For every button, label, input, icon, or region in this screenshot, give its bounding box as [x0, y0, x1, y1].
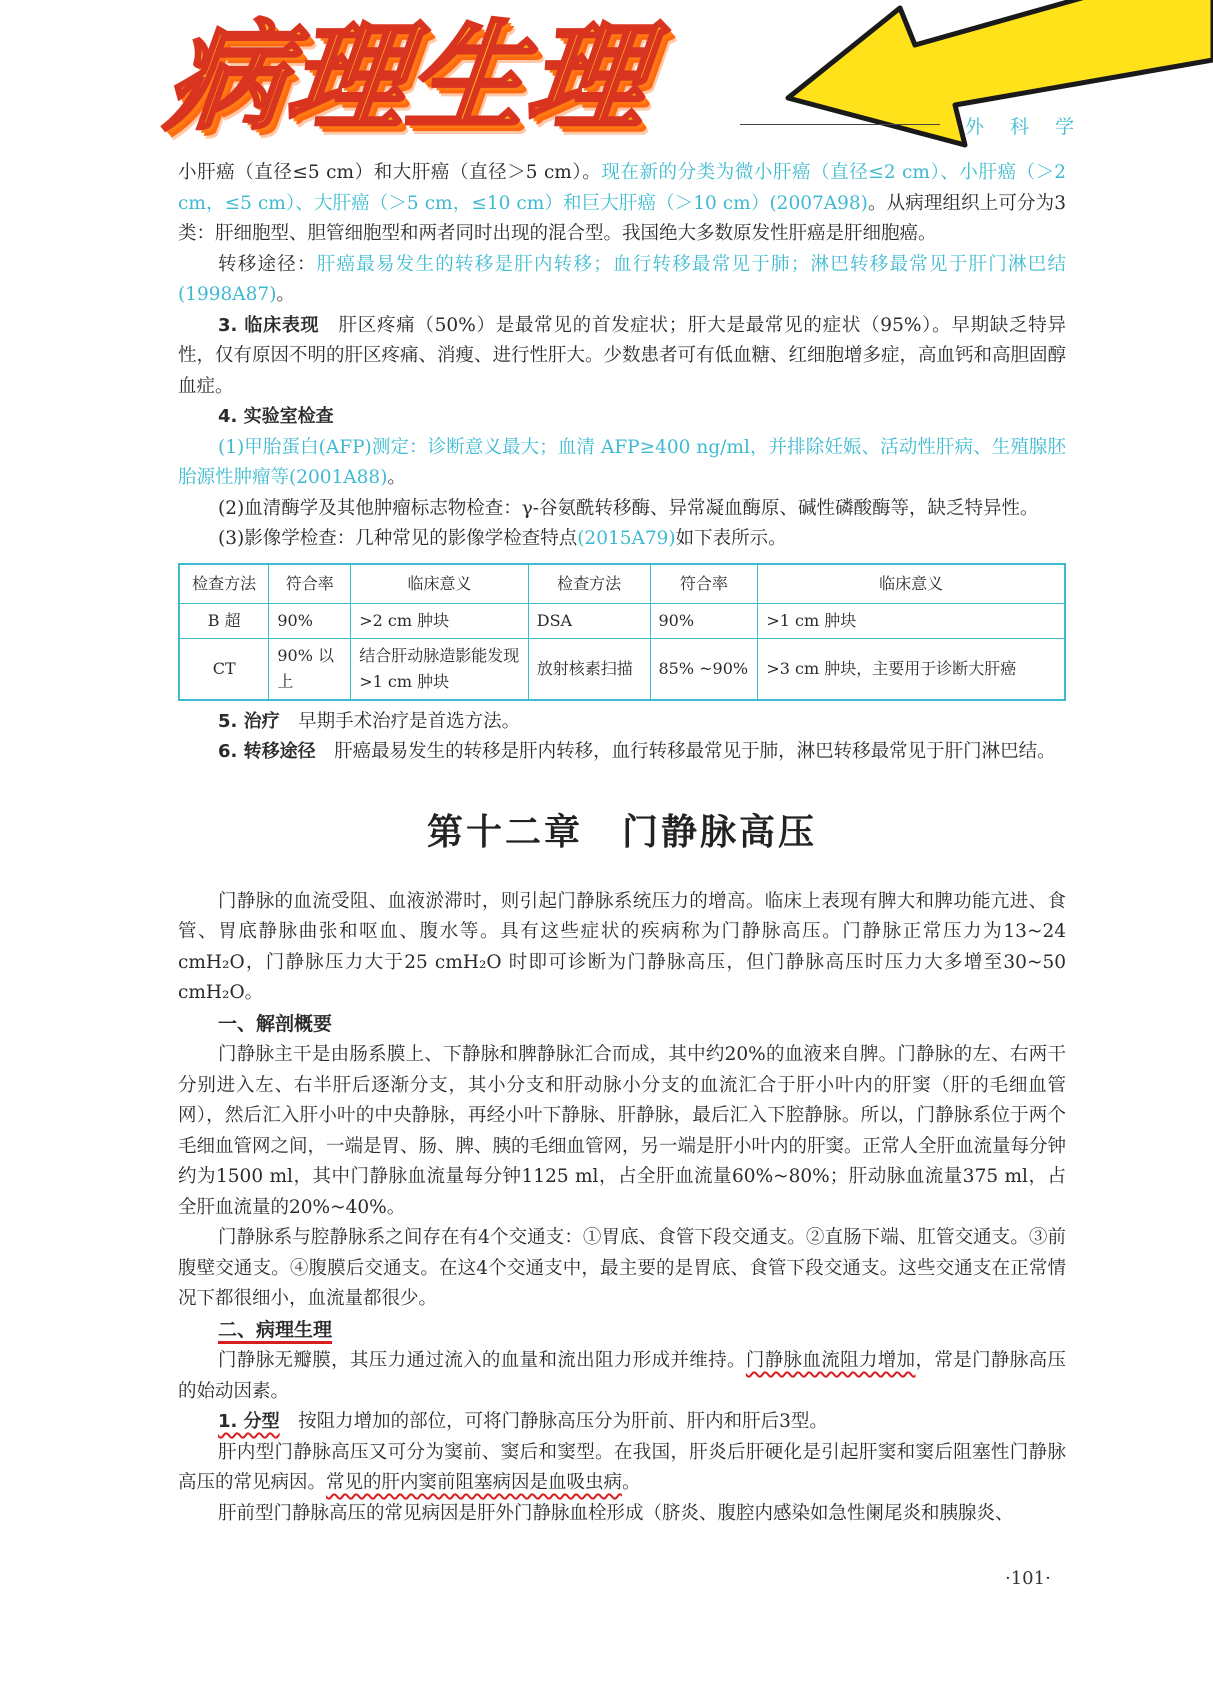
clinical-paragraph: 3. 临床表现 肝区疼痛（50%）是最常见的首发症状；肝大是最常见的症状（95%）。早期缺乏特异性，仅有原因不明的肝区疼痛、消瘦、进行性肝大。少数患者可有低血糖、红细胞增多症，高血钙和高胆固醇血症。: [178, 314, 1067, 397]
lab-heading: 4. 实验室检查: [218, 406, 334, 427]
type-heading: 1. 分型: [218, 1411, 280, 1432]
header-rule: [740, 124, 940, 125]
anatomy-paragraph-2: 门静脉系与腔静脉系之间存在有4个交通支：①胃底、食管下段交通支。②直肠下端、肛管交通支。③前腹壁交通支。④腹膜后交通支。在这4个交通支中，最主要的是胃底、食管下段交通支。这些交通支在正常情况下都很细小，血流量都很少。: [178, 1227, 1066, 1309]
lab-item-1: (1)甲胎蛋白(AFP)测定：诊断意义最大；血清 AFP≥400 ng/ml，并排除妊娠、活动性肝病、生殖腺胚胎源性肿瘤等(2001A88)。: [178, 436, 1066, 488]
pathophysiology-heading: 二、病理生理: [218, 1318, 333, 1341]
wavy-underline-mark: 门静脉血流阻力增加: [745, 1350, 916, 1371]
page-number: ·101·: [1005, 1568, 1051, 1589]
table-cell: >2 cm 肿块: [351, 603, 529, 638]
imaging-table: [178, 563, 1066, 701]
table-cell: B 超: [179, 603, 269, 638]
pathophysiology-paragraph-1: 门静脉无瓣膜，其压力通过流入的血量和流出阻力形成并维持。门静脉血流阻力增加，常是门静脉高压的始动因素。: [178, 1350, 1066, 1402]
table-cell: CT: [179, 638, 269, 700]
prehepatic-paragraph: 肝前型门静脉高压的常见病因是肝外门静脉血栓形成（脐炎、腹腔内感染如急性阑尾炎和胰腺炎、: [218, 1502, 1014, 1524]
anatomy-paragraph-1: 门静脉主干是由肠系膜上、下静脉和脾静脉汇合而成，其中约20%的血液来自脾。门静脉的左、右两干分别进入左、右半肝后逐渐分支，其小分支和肝动脉小分支的血流汇合于肝小叶内的肝窦（肝的毛细血管网），然后汇入肝小叶的中央静脉，再经小叶下静脉、肝静脉，最后汇入下腔静脉。所以，门静脉系位于两个毛细血管网之间，一端是胃、肠、脾、胰的毛细血管网，另一端是肝小叶内的肝窦。正常人全肝血流量每分钟约为1500 ml，其中门静脉血流量每分钟1125 ml，占全肝血流量60%~80%；肝动脉血流量375 ml，占全肝血流量的20%~40%。: [178, 1044, 1067, 1218]
table-cell: 90%: [650, 603, 758, 638]
header-subject: 外 科 学: [965, 116, 1085, 138]
page-content: [178, 158, 1066, 1529]
table-header-cell: 临床意义: [758, 564, 1065, 604]
table-cell: 90%: [269, 603, 351, 638]
table-cell: 放射核素扫描: [528, 638, 650, 700]
table-cell: >1 cm 肿块: [758, 603, 1065, 638]
table-header-cell: 检查方法: [179, 564, 269, 604]
intro-paragraph: 小肝癌（直径≤5 cm）和大肝癌（直径＞5 cm）。现在新的分类为微小肝癌（直径≤2 cm）、小肝癌（＞2 cm，≤5 cm）、大肝癌（＞5 cm，≤10 cm）和巨大肝癌（＞10 cm）(2007A98)。从病理组织上可分为3类：肝细胞型、胆管细胞型和两者同时出现的混合型。我国绝大多数原发性肝癌是肝细胞癌。: [178, 162, 1066, 244]
table-cell: 85% ~90%: [650, 638, 758, 700]
table-row: [179, 603, 1065, 638]
chapter-title: 第十二章 门静脉高压: [426, 810, 817, 853]
metastasis-paragraph: 转移途径：肝癌最易发生的转移是肝内转移；血行转移最常见于肺；淋巴转移最常见于肝门淋巴结(1998A87)。: [178, 253, 1066, 305]
table-cell: 90% 以上: [269, 638, 351, 700]
chapter-intro: 门静脉的血流受阻、血液淤滞时，则引起门静脉系统压力的增高。临床上表现有脾大和脾功能亢进、食管、胃底静脉曲张和呕血、腹水等。具有这些症状的疾病称为门静脉高压。门静脉正常压力为13~24 cmH₂O，门静脉压力大于25 cmH₂O 时即可诊断为门静脉高压，但门静脉高压时压力大多增至30~50 cmH₂O。: [178, 890, 1066, 1003]
lab-item-2: (2)血清酶学及其他肿瘤标志物检查：γ-谷氨酰转移酶、异常凝血酶原、碱性磷酸酶等，缺乏特异性。: [218, 497, 1039, 519]
table-header-cell: 符合率: [269, 564, 351, 604]
table-header-cell: 临床意义: [351, 564, 529, 604]
table-cell: DSA: [528, 603, 650, 638]
type-paragraph: 1. 分型 按阻力增加的部位，可将门静脉高压分为肝前、肝内和肝后3型。: [218, 1411, 828, 1432]
table-header-row: [179, 564, 1065, 604]
table-cell: >3 cm 肿块，主要用于诊断大肝癌: [758, 638, 1065, 700]
anatomy-heading: 一、解剖概要: [218, 1012, 333, 1035]
wavy-underline-mark: 常见的肝内窦前阻塞病因是血吸虫病: [326, 1472, 623, 1493]
treatment-paragraph: 5. 治疗 早期手术治疗是首选方法。: [218, 710, 521, 732]
table-header-cell: 符合率: [650, 564, 758, 604]
section-heading: 3. 临床表现: [218, 314, 320, 336]
lab-item-3: (3)影像学检查：几种常见的影像学检查特点(2015A79)如下表所示。: [218, 528, 787, 549]
table-row: [179, 638, 1065, 700]
banner-title: 病理生理: [160, 8, 656, 146]
intrahepatic-paragraph: 肝内型门静脉高压又可分为窦前、窦后和窦型。在我国，肝炎后肝硬化是引起肝窦和窦后阻塞性门静脉高压的常见病因。常见的肝内窦前阻塞病因是血吸虫病。: [178, 1441, 1066, 1493]
table-header-cell: 检查方法: [528, 564, 650, 604]
metastasis-summary: 6. 转移途径 肝癌最易发生的转移是肝内转移，血行转移最常见于肺，淋巴转移最常见于肝门淋巴结。: [218, 741, 1056, 762]
table-cell: 结合肝动脉造影能发现>1 cm 肿块: [351, 638, 529, 700]
